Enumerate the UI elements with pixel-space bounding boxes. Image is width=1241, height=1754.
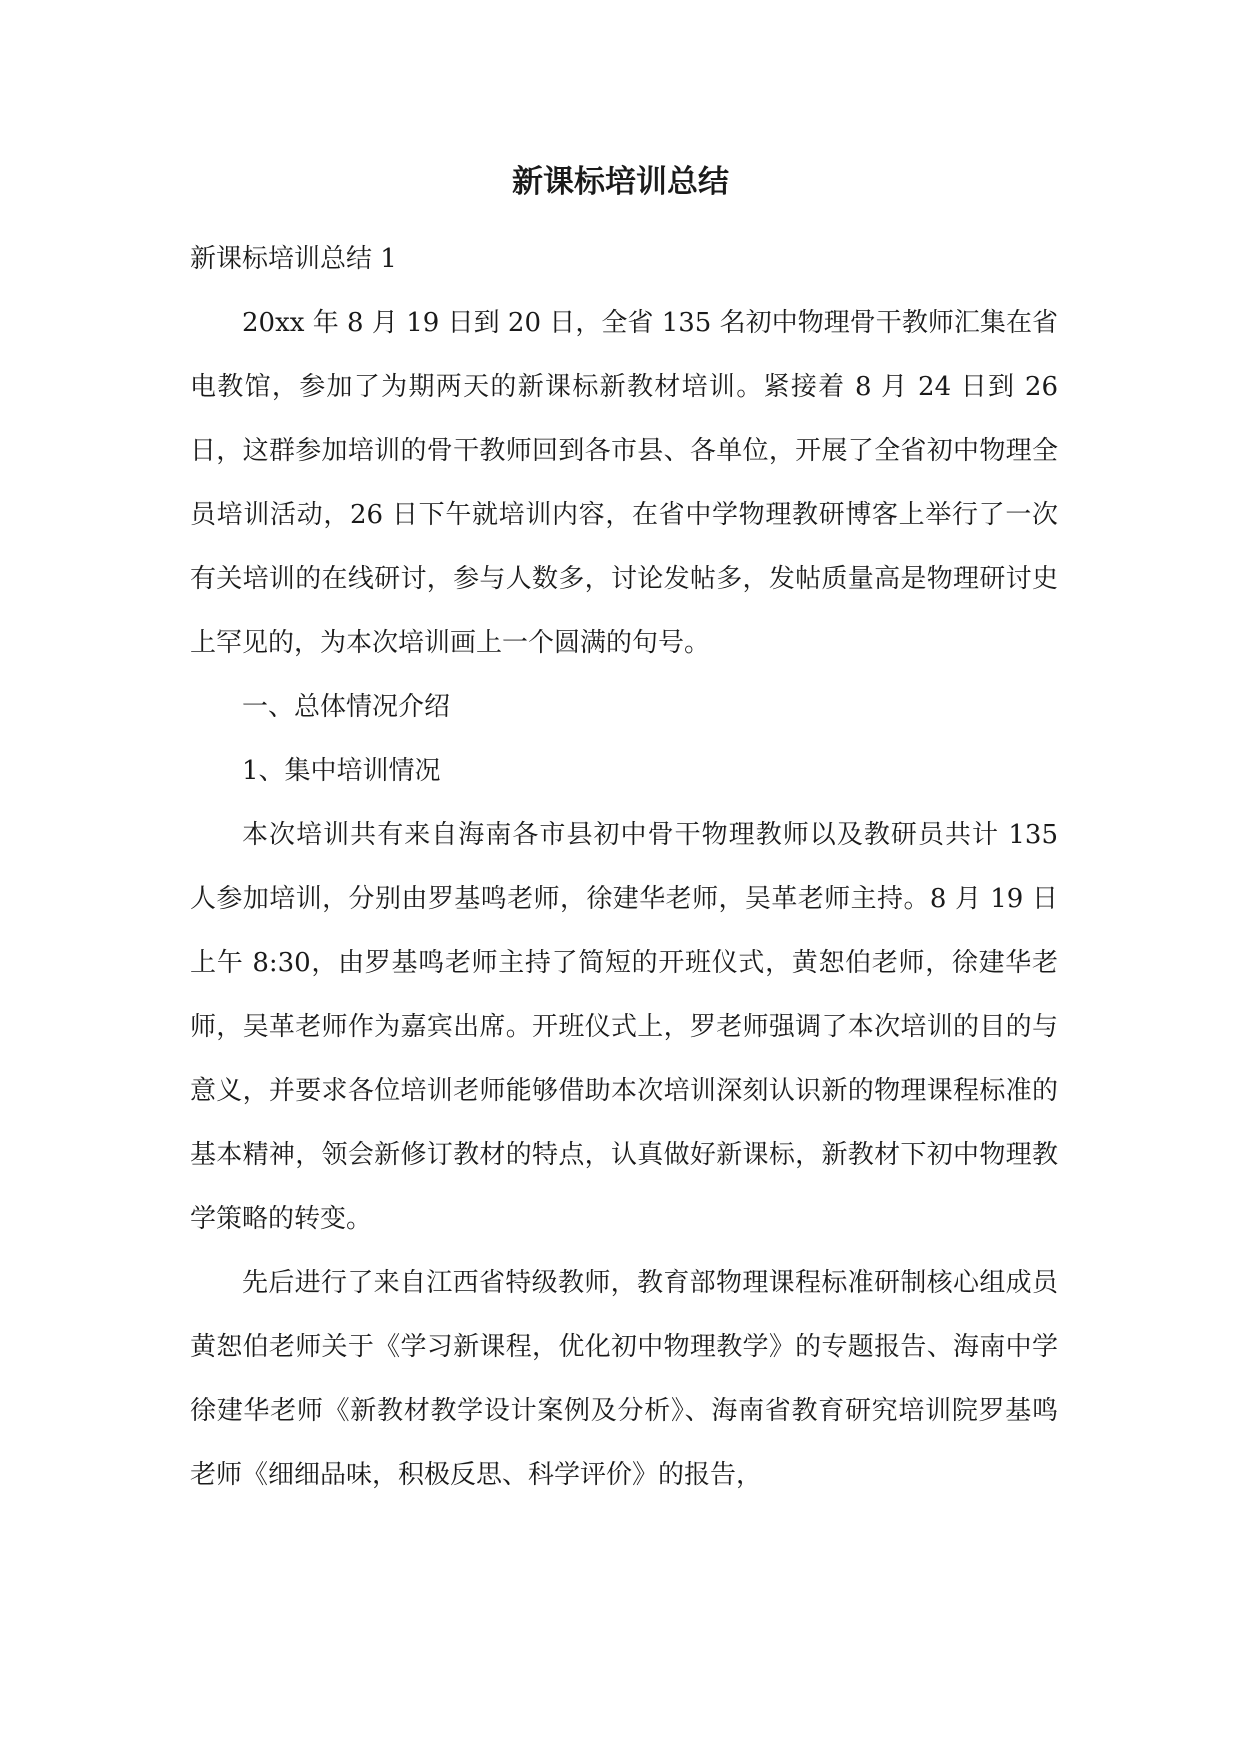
section-heading: 新课标培训总结 1: [190, 244, 397, 274]
document-title: 新课标培训总结: [512, 164, 729, 200]
body-paragraph: 20xx 年 8 月 19 日到 20 日，全省 135 名初中物理骨干教师汇集在省电教馆，参加了为期两天的新课标新教材培训。紧接着 8 月 24 日到 26 日，这群参加培训的骨干教师回到各市县、各单位，开展了全省初中物理全员培训活动，26 日下午就培训内容，在省中学物理教研博客上举行了一次有关培训的在线研讨，参与人数多，讨论发帖多，发帖质量高是物理研讨史上罕见的，为本次培训画上一个圆满的句号。: [190, 308, 1058, 658]
body-paragraph: 本次培训共有来自海南各市县初中骨干物理教师以及教研员共计 135 人参加培训，分别由罗基鸣老师，徐建华老师，吴革老师主持。8 月 19 日上午 8:30，由罗基鸣老师主持了简短的开班仪式，黄恕伯老师，徐建华老师，吴革老师作为嘉宾出席。开班仪式上，罗老师强调了本次培训的目的与意义，并要求各位培训老师能够借助本次培训深刻认识新的物理课程标准的基本精神，领会新修订教材的特点，认真做好新课标，新教材下初中物理教学策略的转变。: [190, 820, 1058, 1234]
subheading-overview: 一、总体情况介绍: [242, 692, 451, 722]
body-paragraph: 先后进行了来自江西省特级教师，教育部物理课程标准研制核心组成员黄恕伯老师关于《学习新课程，优化初中物理教学》的专题报告、海南中学徐建华老师《新教材教学设计案例及分析》、海南省教育研究培训院罗基鸣老师《细细品味，积极反思、科学评价》的报告，: [190, 1268, 1058, 1490]
subheading-centralized-training: 1、集中培训情况: [242, 756, 441, 786]
document-body: [190, 227, 1058, 1507]
